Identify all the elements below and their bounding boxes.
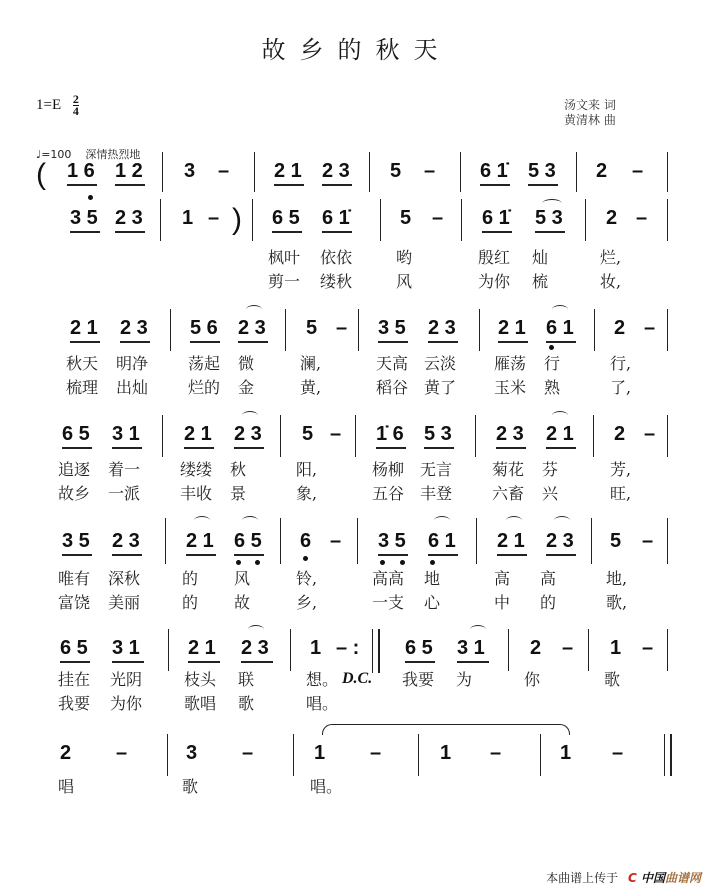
bar-line (576, 152, 577, 192)
bar-line (355, 415, 356, 457)
key-signature (36, 94, 79, 117)
bar-line (667, 309, 668, 351)
bar-line (285, 309, 286, 351)
bar-line (475, 415, 476, 457)
note-group: 6 1̇ (322, 207, 352, 229)
slur (242, 516, 258, 525)
bar-line (508, 629, 509, 671)
note-group: 5 6 (190, 317, 220, 339)
note-group: 2 3 (428, 317, 458, 339)
low-octave-dot (303, 556, 308, 561)
low-octave-dot (549, 345, 554, 350)
note-group: 2 1 (497, 530, 527, 552)
note-group: 3 1 (112, 637, 144, 659)
site-logo: C 中国曲谱网 (627, 871, 701, 885)
bar-line (667, 518, 668, 564)
note-group: 2 1 (184, 423, 214, 445)
note-group: 2 1 (274, 160, 304, 182)
repeat-barline (372, 629, 380, 673)
key-label: 1=E (36, 96, 62, 113)
note-group: 6 1̇ (482, 207, 512, 229)
bar-line (290, 629, 291, 671)
bar-line (162, 152, 163, 192)
note-group: 6 5 (234, 530, 264, 552)
note-group: 2 3 (120, 317, 150, 339)
final-barline (664, 734, 672, 776)
bar-line (667, 199, 668, 241)
slur (552, 411, 568, 420)
bar-line (358, 309, 359, 351)
bar-line (369, 152, 370, 192)
note-group: 2 3 (496, 423, 526, 445)
score-row-4: 6 5 3 1 2 1 2 3 5 – 1̇ 6 5 3 2 3 2 1 2 – 追逐 着一 缕缕 秋 阳, 杨柳 无言 菊花 芬 芳, 故乡 一派 丰收 景 象, 五谷 丰登 六畜 兴 旺, (0, 423, 713, 523)
slur (554, 516, 570, 525)
bar-line (280, 518, 281, 564)
bar-line (476, 518, 477, 564)
lyricist: 汤文来 词 (564, 98, 616, 112)
da-capo-marking: D.C. (342, 670, 373, 687)
low-octave-dot (400, 560, 405, 565)
bar-line (418, 734, 419, 776)
bar-line (591, 518, 592, 564)
slur (470, 625, 486, 634)
note-group: 1̇ 6 (376, 423, 406, 445)
note-group: 3 5 (62, 530, 92, 552)
bar-line (461, 199, 462, 241)
note-group: 2 3 (546, 530, 576, 552)
note-group: 2 1 (186, 530, 216, 552)
bar-line (540, 734, 541, 776)
bar-line (293, 734, 294, 776)
note-group: 2 3 (322, 160, 352, 182)
source-watermark (546, 869, 701, 886)
note-group: 6 5 (405, 637, 435, 659)
logo-mark-icon: C (627, 871, 637, 885)
note-group: 5 3 (528, 160, 558, 182)
composer: 黄清林 曲 (564, 113, 616, 127)
note-group: 1 2 (115, 160, 145, 182)
slur (552, 305, 568, 314)
note-group: 2 3 (234, 423, 264, 445)
score-row-3: 2 1 2 3 5 6 2 3 5 – 3 5 2 3 2 1 6 1 2 – 秋天 明净 荡起 微 澜, 天高 云淡 雁荡 行 行, 梳理 出灿 烂的 金 黄, 稻谷 黄了 玉米 熟 了, (0, 317, 713, 417)
paren-close: ) (232, 203, 242, 236)
bar-line (380, 199, 381, 241)
bar-line (479, 309, 480, 351)
bar-line (667, 629, 668, 671)
bar-line (667, 152, 668, 192)
note-group: 2 1 (70, 317, 100, 339)
paren-open: ( (36, 158, 46, 191)
note-group: 2 3 (112, 530, 142, 552)
note-group: 2 3 (115, 207, 145, 229)
note-group: 3 5 (378, 530, 408, 552)
bar-line (170, 309, 171, 351)
note-group: 2 1 (546, 423, 576, 445)
bar-line (588, 629, 589, 671)
low-octave-dot (430, 560, 435, 565)
slur (194, 516, 210, 525)
bar-line (167, 734, 168, 776)
bar-line (162, 415, 163, 457)
score-row-1: ( 1 6 1 2 3 – 2 1 2 3 5 – 6 1̇ 5 3 2 – (0, 160, 713, 260)
note-group: 3 5 (378, 317, 408, 339)
bar-line (280, 415, 281, 457)
song-title: 故乡的秋天 (261, 36, 452, 64)
note-group: 5 3 (535, 207, 565, 229)
note-group: 6 5 (272, 207, 302, 229)
time-signature: $\frac{2}{4}$ (72, 92, 79, 118)
note-group: 6 5 (62, 423, 92, 445)
note-group: 2 3 (238, 317, 268, 339)
note-group: 5 3 (424, 423, 454, 445)
bar-line (357, 518, 358, 564)
bar-line (168, 629, 169, 671)
slur (248, 625, 264, 634)
bar-line (593, 415, 594, 457)
bar-line (254, 152, 255, 192)
bar-line (460, 152, 461, 192)
note-group: 1 6 (67, 160, 97, 182)
credits (564, 98, 616, 128)
score-row-2: 3 5 2 3 1 – ) 6 5 6 1̇ 5 – 6 1̇ 5 3 2 – 枫叶 依依 哟 殷红 灿 烂, 剪一 缕秋 风 为你 梳 妆, (0, 207, 713, 307)
note-group: 3 5 (70, 207, 100, 229)
slur (242, 411, 258, 420)
slur (434, 516, 450, 525)
score-row-5: 3 5 2 3 2 1 6 5 6 – 3 5 6 1 2 1 2 3 5 – 唯有 深秋 的 风 铃, 高高 地 高 高 地, 富饶 美丽 的 故 乡, 一支 心 中 的 歌, (0, 530, 713, 630)
low-octave-dot (255, 560, 260, 565)
repeat-end: – : (336, 637, 360, 659)
tempo-value: ♩=100 (36, 148, 72, 161)
bar-line (165, 518, 166, 564)
note-group: 2 3 (241, 637, 273, 659)
note-group: 2 1 (188, 637, 220, 659)
bar-line (585, 199, 586, 241)
note-group: 3 1 (457, 637, 489, 659)
score-row-6: 6 5 3 1 2 1 2 3 1 – : 6 5 3 1 2 – 1 – 挂在 光阴 枝头 联 想。 D.C. 我要 为 你 歌 我要 为你 歌唱 歌 唱。 (0, 637, 713, 737)
bar-line (160, 199, 161, 241)
tie (322, 724, 570, 735)
note-group: 6 5 (60, 637, 90, 659)
note-group: 3 1 (112, 423, 142, 445)
note-group: 6 1 (428, 530, 458, 552)
low-octave-dot (236, 560, 241, 565)
low-octave-dot (380, 560, 385, 565)
score-row-7: 2 – 3 – 1 – 1 – 1 – 唱 歌 唱。 (0, 742, 713, 842)
note-group: 6 1̇ (480, 160, 510, 182)
bar-line (667, 415, 668, 457)
upload-text: 本曲谱上传于 (546, 871, 619, 885)
low-octave-dot (88, 195, 93, 200)
note-group: 2 1 (498, 317, 528, 339)
note-group: 6 1 (546, 317, 576, 339)
bar-line (252, 199, 253, 241)
bar-line (594, 309, 595, 351)
mood-text: 深情热烈地 (85, 148, 141, 161)
slur (246, 305, 262, 314)
slur (506, 516, 522, 525)
